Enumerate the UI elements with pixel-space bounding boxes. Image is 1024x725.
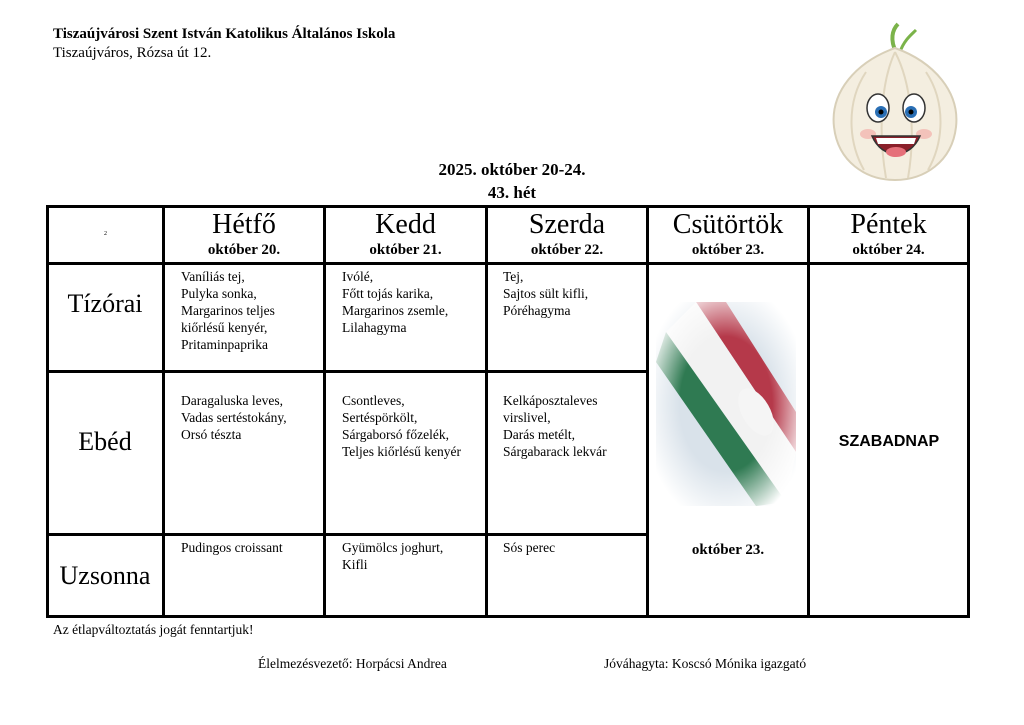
corner-mark: 2 bbox=[104, 231, 107, 237]
menu-table bbox=[46, 205, 970, 618]
menu-cell bbox=[503, 539, 555, 556]
menu-line: Orsó tészta bbox=[181, 427, 242, 442]
week-range: 2025. október 20-24. bbox=[438, 160, 586, 179]
day-date: október 24. bbox=[852, 242, 925, 258]
free-day-label: SZABADNAP bbox=[838, 433, 940, 450]
menu-line: Margarinos zsemle, bbox=[342, 303, 449, 318]
disclaimer-note: Az étlapváltoztatás jogát fenntartjuk! bbox=[53, 622, 254, 637]
menu-line: Teljes kiőrlésű kenyér bbox=[342, 444, 462, 459]
day-header-thursday bbox=[649, 205, 807, 262]
day-header-wednesday bbox=[488, 205, 646, 262]
menu-line: Darás metélt, bbox=[503, 427, 575, 442]
menu-line: Főtt tojás karika, bbox=[342, 286, 434, 301]
day-header-tuesday bbox=[326, 205, 485, 262]
menu-line: Sárgaborsó főzelék, bbox=[342, 427, 449, 442]
day-name: Kedd bbox=[375, 209, 436, 240]
signature-principal: Jóváhagyta: Koscsó Mónika igazgató bbox=[604, 656, 807, 671]
menu-line: Daragaluska leves, bbox=[181, 393, 283, 408]
menu-cell bbox=[342, 539, 443, 573]
school-name: Tiszaújvárosi Szent István Katolikus Általános Iskola bbox=[53, 26, 396, 42]
menu-line: Sertéspörkölt, bbox=[342, 410, 418, 425]
menu-line: Margarinos teljes bbox=[181, 303, 275, 318]
day-date: október 23. bbox=[691, 242, 765, 258]
hungarian-flag-icon bbox=[656, 302, 796, 506]
menu-line: Póréhagyma bbox=[503, 303, 571, 318]
day-name: Szerda bbox=[528, 209, 606, 240]
day-name: Hétfő bbox=[212, 209, 276, 240]
garlic-mascot-icon bbox=[826, 22, 964, 182]
menu-cell bbox=[181, 539, 283, 556]
day-name: Csütörtök bbox=[672, 209, 784, 240]
menu-cell bbox=[181, 268, 275, 353]
menu-line: Kifli bbox=[342, 557, 368, 572]
menu-line: Gyümölcs joghurt, bbox=[342, 540, 444, 555]
menu-line: Csontleves, bbox=[342, 393, 405, 408]
menu-line: virslivel, bbox=[503, 410, 551, 425]
menu-cell bbox=[503, 268, 588, 319]
row-label-ebed: Ebéd bbox=[78, 427, 132, 456]
week-number: 43. hét bbox=[487, 183, 537, 202]
day-date: október 21. bbox=[369, 242, 442, 258]
day-name: Péntek bbox=[850, 209, 927, 240]
menu-line: Pudingos croissant bbox=[181, 540, 283, 555]
holiday-date: október 23. bbox=[691, 542, 765, 558]
signature-food-manager: Élelmezésvezető: Horpácsi Andrea bbox=[258, 656, 447, 671]
menu-cell bbox=[342, 268, 448, 336]
day-header-friday bbox=[810, 205, 967, 262]
menu-line: Pritaminpaprika bbox=[181, 337, 268, 352]
menu-cell bbox=[181, 392, 287, 443]
menu-line: Lilahagyma bbox=[342, 320, 407, 335]
day-date: október 22. bbox=[530, 242, 604, 258]
menu-line: Tej, bbox=[503, 269, 524, 284]
menu-line: Sárgabarack lekvár bbox=[503, 444, 607, 459]
day-header-monday bbox=[165, 205, 323, 262]
menu-line: Kelkáposztaleves bbox=[503, 393, 598, 408]
row-label-uzsonna: Uzsonna bbox=[59, 561, 151, 590]
menu-line: Ivólé, bbox=[342, 269, 374, 284]
school-address: Tiszaújváros, Rózsa út 12. bbox=[53, 45, 212, 61]
menu-line: kiőrlésű kenyér, bbox=[181, 320, 268, 335]
menu-line: Sós perec bbox=[503, 540, 556, 555]
menu-line: Sajtos sült kifli, bbox=[503, 286, 589, 301]
menu-line: Vadas sertéstokány, bbox=[181, 410, 287, 425]
menu-line: Pulyka sonka, bbox=[181, 286, 257, 301]
row-label-tizorai: Tízórai bbox=[67, 289, 143, 318]
menu-line: Vaníliás tej, bbox=[181, 269, 245, 284]
menu-cell bbox=[342, 392, 461, 460]
menu-cell bbox=[503, 392, 607, 460]
day-date: október 20. bbox=[207, 242, 281, 258]
